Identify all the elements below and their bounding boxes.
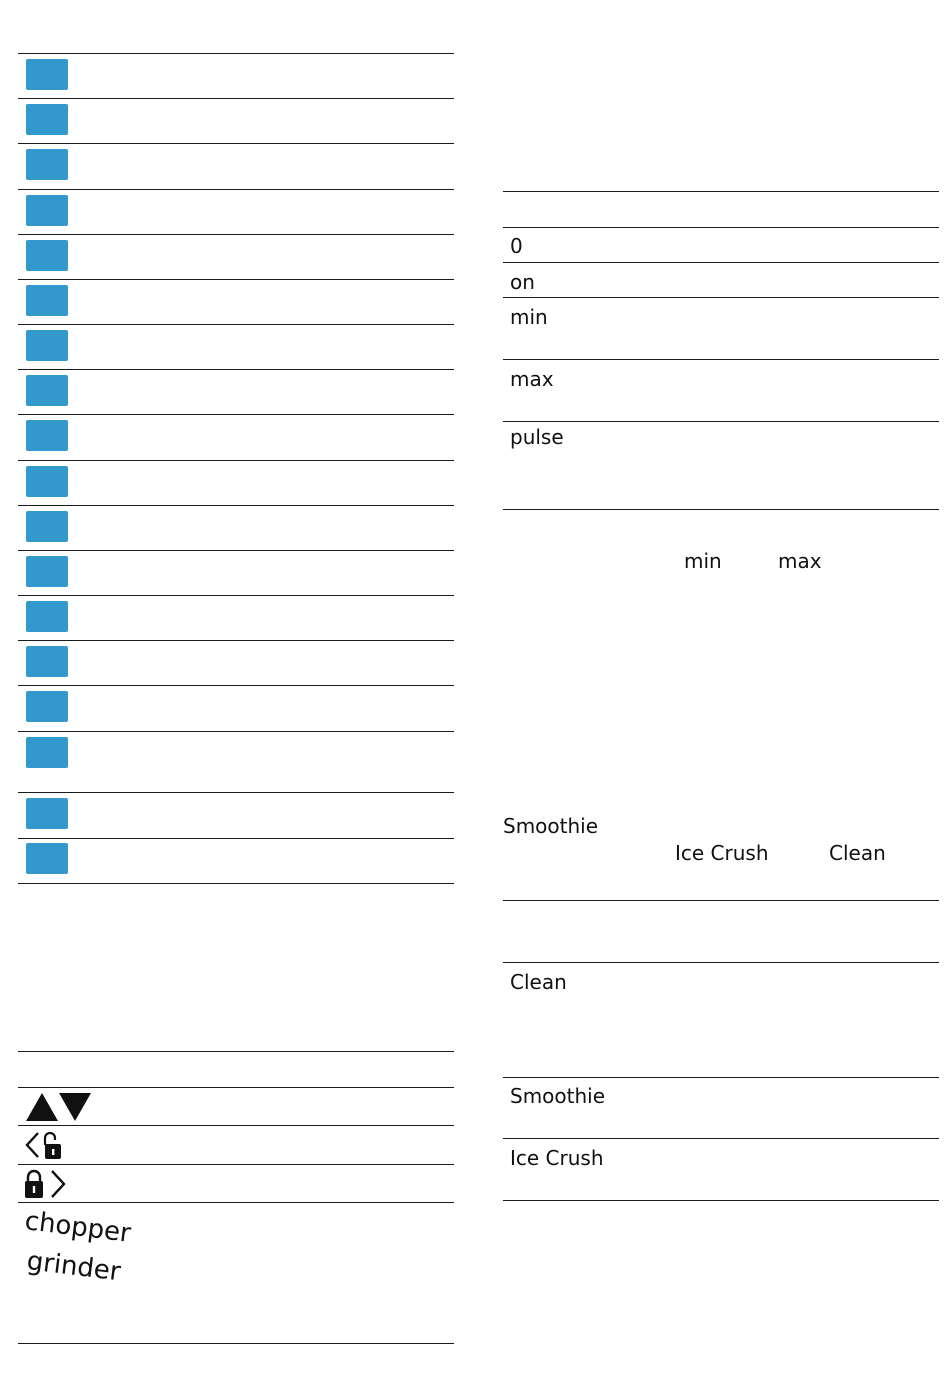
blue-square-icon [26,466,68,497]
blue-square-icon [26,59,68,90]
speed-row-on: on [510,270,535,294]
blue-square-icon [26,330,68,361]
speed-row-pulse: pulse [510,425,564,449]
table-rule [18,1051,454,1052]
speed-row-min: min [510,305,548,329]
table-rule [18,369,454,370]
table-rule [18,595,454,596]
table-rule [503,262,939,263]
speed-row-0: 0 [510,234,523,258]
chopper-label: chopper [23,1206,133,1249]
unlock-icon [24,1130,64,1161]
table-rule [18,685,454,686]
blue-square-icon [26,240,68,271]
grinder-label: grinder [25,1246,123,1288]
blue-square-icon [26,798,68,829]
speed-row-max: max [510,367,554,391]
table-rule [18,143,454,144]
blue-square-icon [26,420,68,451]
table-rule [18,550,454,551]
table-rule [18,279,454,280]
table-rule [18,53,454,54]
table-rule [18,792,454,793]
blue-square-icon [26,646,68,677]
scale-max-label: max [778,549,822,573]
table-rule [18,505,454,506]
table-rule [18,1087,454,1088]
blue-square-icon [26,691,68,722]
table-rule [503,1200,939,1201]
table-rule [503,191,939,192]
program-smoothie-label: Smoothie [503,814,599,838]
table-rule [18,883,454,884]
table-rule [503,421,939,422]
table-rule [18,414,454,415]
blue-square-icon [26,511,68,542]
table-rule [18,1202,454,1203]
table-rule [503,227,939,228]
table-rule [503,1138,939,1139]
table-rule [503,900,939,901]
table-rule [18,324,454,325]
table-rule [18,640,454,641]
table-rule [503,962,939,963]
table-rule [18,234,454,235]
blue-square-icon [26,601,68,632]
blue-square-icon [26,375,68,406]
program-row-ice-crush: Ice Crush [510,1146,604,1170]
blue-square-icon [26,737,68,768]
table-rule [503,359,939,360]
scale-min-label: min [684,549,722,573]
table-rule [18,189,454,190]
blue-square-icon [26,195,68,226]
blue-square-icon [26,843,68,874]
program-ice-crush-label: Ice Crush [675,841,769,865]
program-row-smoothie: Smoothie [510,1084,606,1108]
blue-square-icon [26,104,68,135]
blue-square-icon [26,285,68,316]
table-rule [503,297,939,298]
table-rule [18,460,454,461]
lock-icon [24,1168,68,1200]
table-rule [18,838,454,839]
program-row-clean: Clean [510,970,567,994]
table-rule [18,1343,454,1344]
program-clean-label: Clean [829,841,886,865]
table-rule [503,1077,939,1078]
table-rule [18,731,454,732]
table-rule [18,1125,454,1126]
table-rule [18,98,454,99]
up-down-triangles-icon [25,1092,93,1122]
table-rule [503,509,939,510]
table-rule [18,1164,454,1165]
blue-square-icon [26,556,68,587]
blue-square-icon [26,149,68,180]
